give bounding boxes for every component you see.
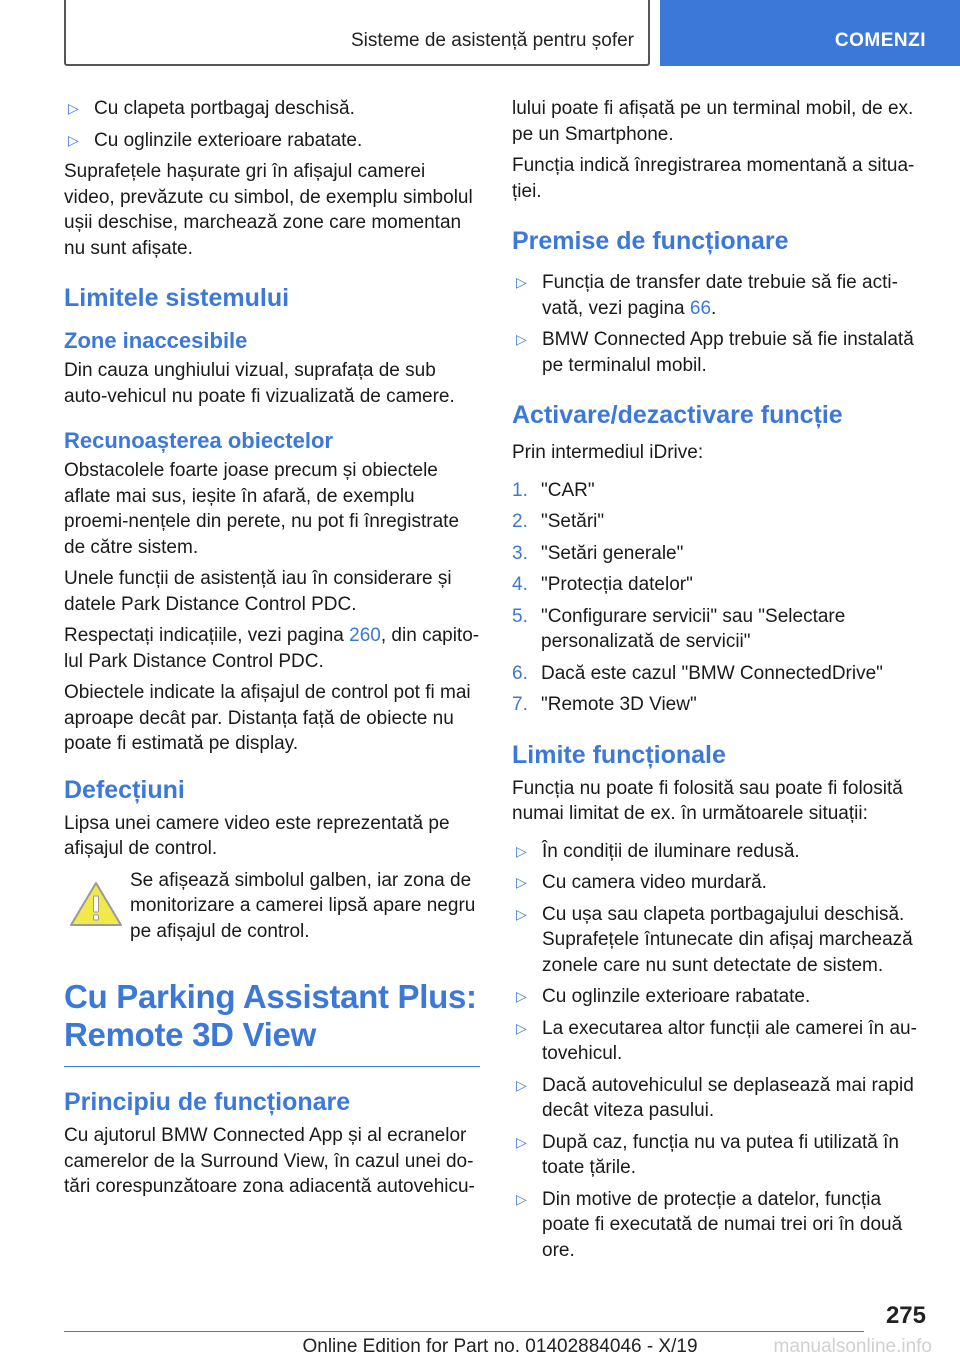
footer-divider	[64, 1331, 864, 1332]
bullet-triangle-icon: ▷	[68, 131, 79, 148]
step-item: 1. "CAR"	[512, 479, 595, 501]
bullet-triangle-icon: ▷	[516, 1190, 527, 1207]
list-item: ▷ Cu oglinzile exterioare rabatate.	[64, 128, 480, 154]
step-item: 5. "Configurare servicii" sau "Selectare personalizată de servicii"	[512, 605, 846, 652]
header-tab-label: COMENZI	[834, 30, 926, 51]
bullet-triangle-icon: ▷	[516, 842, 527, 859]
bullet-triangle-icon: ▷	[516, 1133, 527, 1150]
paragraph: Din cauza unghiului vizual, suprafața de sub auto-vehicul nu poate fi vizualizată de camere.	[64, 360, 455, 407]
paragraph: Cu ajutorul BMW Connected App și al ecranelor camerelor de la Surround View, în cazul unei do-tări corespunzătoare zona adiacentă autovehicu-	[64, 1125, 475, 1197]
list-item: ▷ Cu camera video murdară.	[512, 870, 922, 896]
right-column	[512, 96, 922, 1269]
bullet-triangle-icon: ▷	[516, 274, 527, 290]
heading-principle: Principiu de funcționare	[64, 1088, 351, 1116]
paragraph: Obiectele indicate la afișajul de control pot fi mai aproape decât par. Distanța față de obiecte nu poate fi estimată pe display.	[64, 682, 471, 754]
list-item: ▷ La executarea altor funcții ale camerei în au-tovehicul.	[516, 1017, 917, 1064]
page-link-260[interactable]: 260	[349, 625, 381, 646]
heading-premise: Premise de funcționare	[512, 227, 789, 255]
step-item: 2. "Setări"	[512, 511, 605, 532]
bullet-triangle-icon: ▷	[516, 1019, 527, 1036]
bullet-triangle-icon: ▷	[516, 988, 527, 1004]
bullet-triangle-icon: ▷	[516, 331, 527, 347]
header-tab[interactable]	[660, 0, 960, 66]
bullet-triangle-icon: ▷	[516, 1076, 527, 1093]
warning-triangle-icon	[68, 880, 124, 928]
heading-activate: Activare/dezactivare funcție	[512, 401, 843, 429]
step-item: 3. "Setări generale"	[512, 542, 684, 564]
paragraph: lului poate fi afișată pe un terminal mobil, de ex. pe un Smartphone.	[512, 98, 914, 145]
list-item: ▷ Dacă autovehiculul se deplasează mai rapid decât viteza pasului.	[516, 1074, 914, 1121]
header-section-title: Sisteme de asistență pentru șofer	[350, 30, 634, 51]
list-item: ▷ BMW Connected App trebuie să fie instalată pe terminalul mobil.	[516, 329, 914, 376]
heading-limits-functional: Limite funcționale	[512, 740, 726, 769]
step-item: 6. Dacă este cazul "BMW ConnectedDrive"	[512, 662, 883, 684]
watermark: manualsonline.info	[773, 1336, 932, 1357]
heading-zones: Zone inaccesibile	[64, 328, 248, 353]
bullet-triangle-icon: ▷	[68, 100, 79, 116]
page-number: 275	[885, 1302, 926, 1329]
list-item: ▷ Din motive de protecție a datelor, funcția poate fi executată de numai trei ori în două ore.	[516, 1188, 903, 1261]
paragraph: Prin intermediul iDrive:	[512, 442, 704, 463]
paragraph: Obstacolele foarte joase precum și obiectele aflate mai sus, ieșite în afară, de exemplu proemi-nențele din perete, nu pot fi înregistrate de către sistem.	[64, 460, 460, 558]
paragraph: Funcția indică înregistrarea momentană a situa-ției.	[512, 155, 915, 202]
paragraph: Lipsa unei camere video este reprezentată pe afișajul de control.	[64, 812, 450, 859]
left-column	[64, 96, 480, 1206]
heading-limits: Limitele sistemului	[64, 284, 290, 312]
heading-defects: Defecțiuni	[64, 775, 185, 804]
paragraph: Unele funcții de asistență iau în considerare și datele Park Distance Control PDC.	[64, 568, 452, 615]
list-item: ▷ În condiții de iluminare redusă.	[512, 839, 922, 865]
section-title: Cu Parking Assistant Plus: Remote 3D View	[64, 978, 480, 1067]
header-section-box	[64, 0, 650, 66]
heading-recognition: Recunoașterea obiectelor	[64, 428, 333, 453]
warning-text: Se afișează simbolul galben, iar zona de monitorizare a camerei lipsă apare negru pe afișajul de control.	[130, 869, 476, 942]
bullet-triangle-icon: ▷	[516, 874, 527, 890]
paragraph: Suprafețele hașurate gri în afișajul camerei video, prevăzute cu simbol, de exemplu simbolul ușii deschise, marchează zone care momentan nu sunt afișate.	[64, 161, 473, 259]
list-item: ▷ Cu ușa sau clapeta portbagajului deschisă. Suprafețele întunecate din afișaj marchează zonele care nu sunt detectate de sistem.	[516, 903, 913, 976]
step-item: 7. "Remote 3D View"	[512, 694, 697, 715]
list-item: ▷ Funcția de transfer date trebuie să fie acti-vată, vezi pagina 66.	[516, 272, 898, 319]
list-item: ▷ După caz, funcția nu va putea fi utilizată în toate țările.	[516, 1131, 899, 1178]
bullet-triangle-icon: ▷	[516, 905, 527, 922]
footer-edition: Online Edition for Part no. 01402884046 - X/19	[302, 1336, 698, 1357]
paragraph: Respectați indicațiile, vezi pagina 260, din capito-lul Park Distance Control PDC.	[64, 625, 480, 672]
step-item: 4. "Protecția datelor"	[512, 574, 693, 595]
paragraph: Funcția nu poate fi folosită sau poate fi folosită numai limitat de ex. în următoarele situații:	[512, 777, 903, 824]
warning-box	[64, 868, 480, 945]
page-link-66[interactable]: 66	[689, 297, 712, 319]
list-item: ▷ Cu oglinzile exterioare rabatate.	[512, 984, 922, 1010]
list-item: ▷ Cu clapeta portbagaj deschisă.	[64, 96, 480, 122]
